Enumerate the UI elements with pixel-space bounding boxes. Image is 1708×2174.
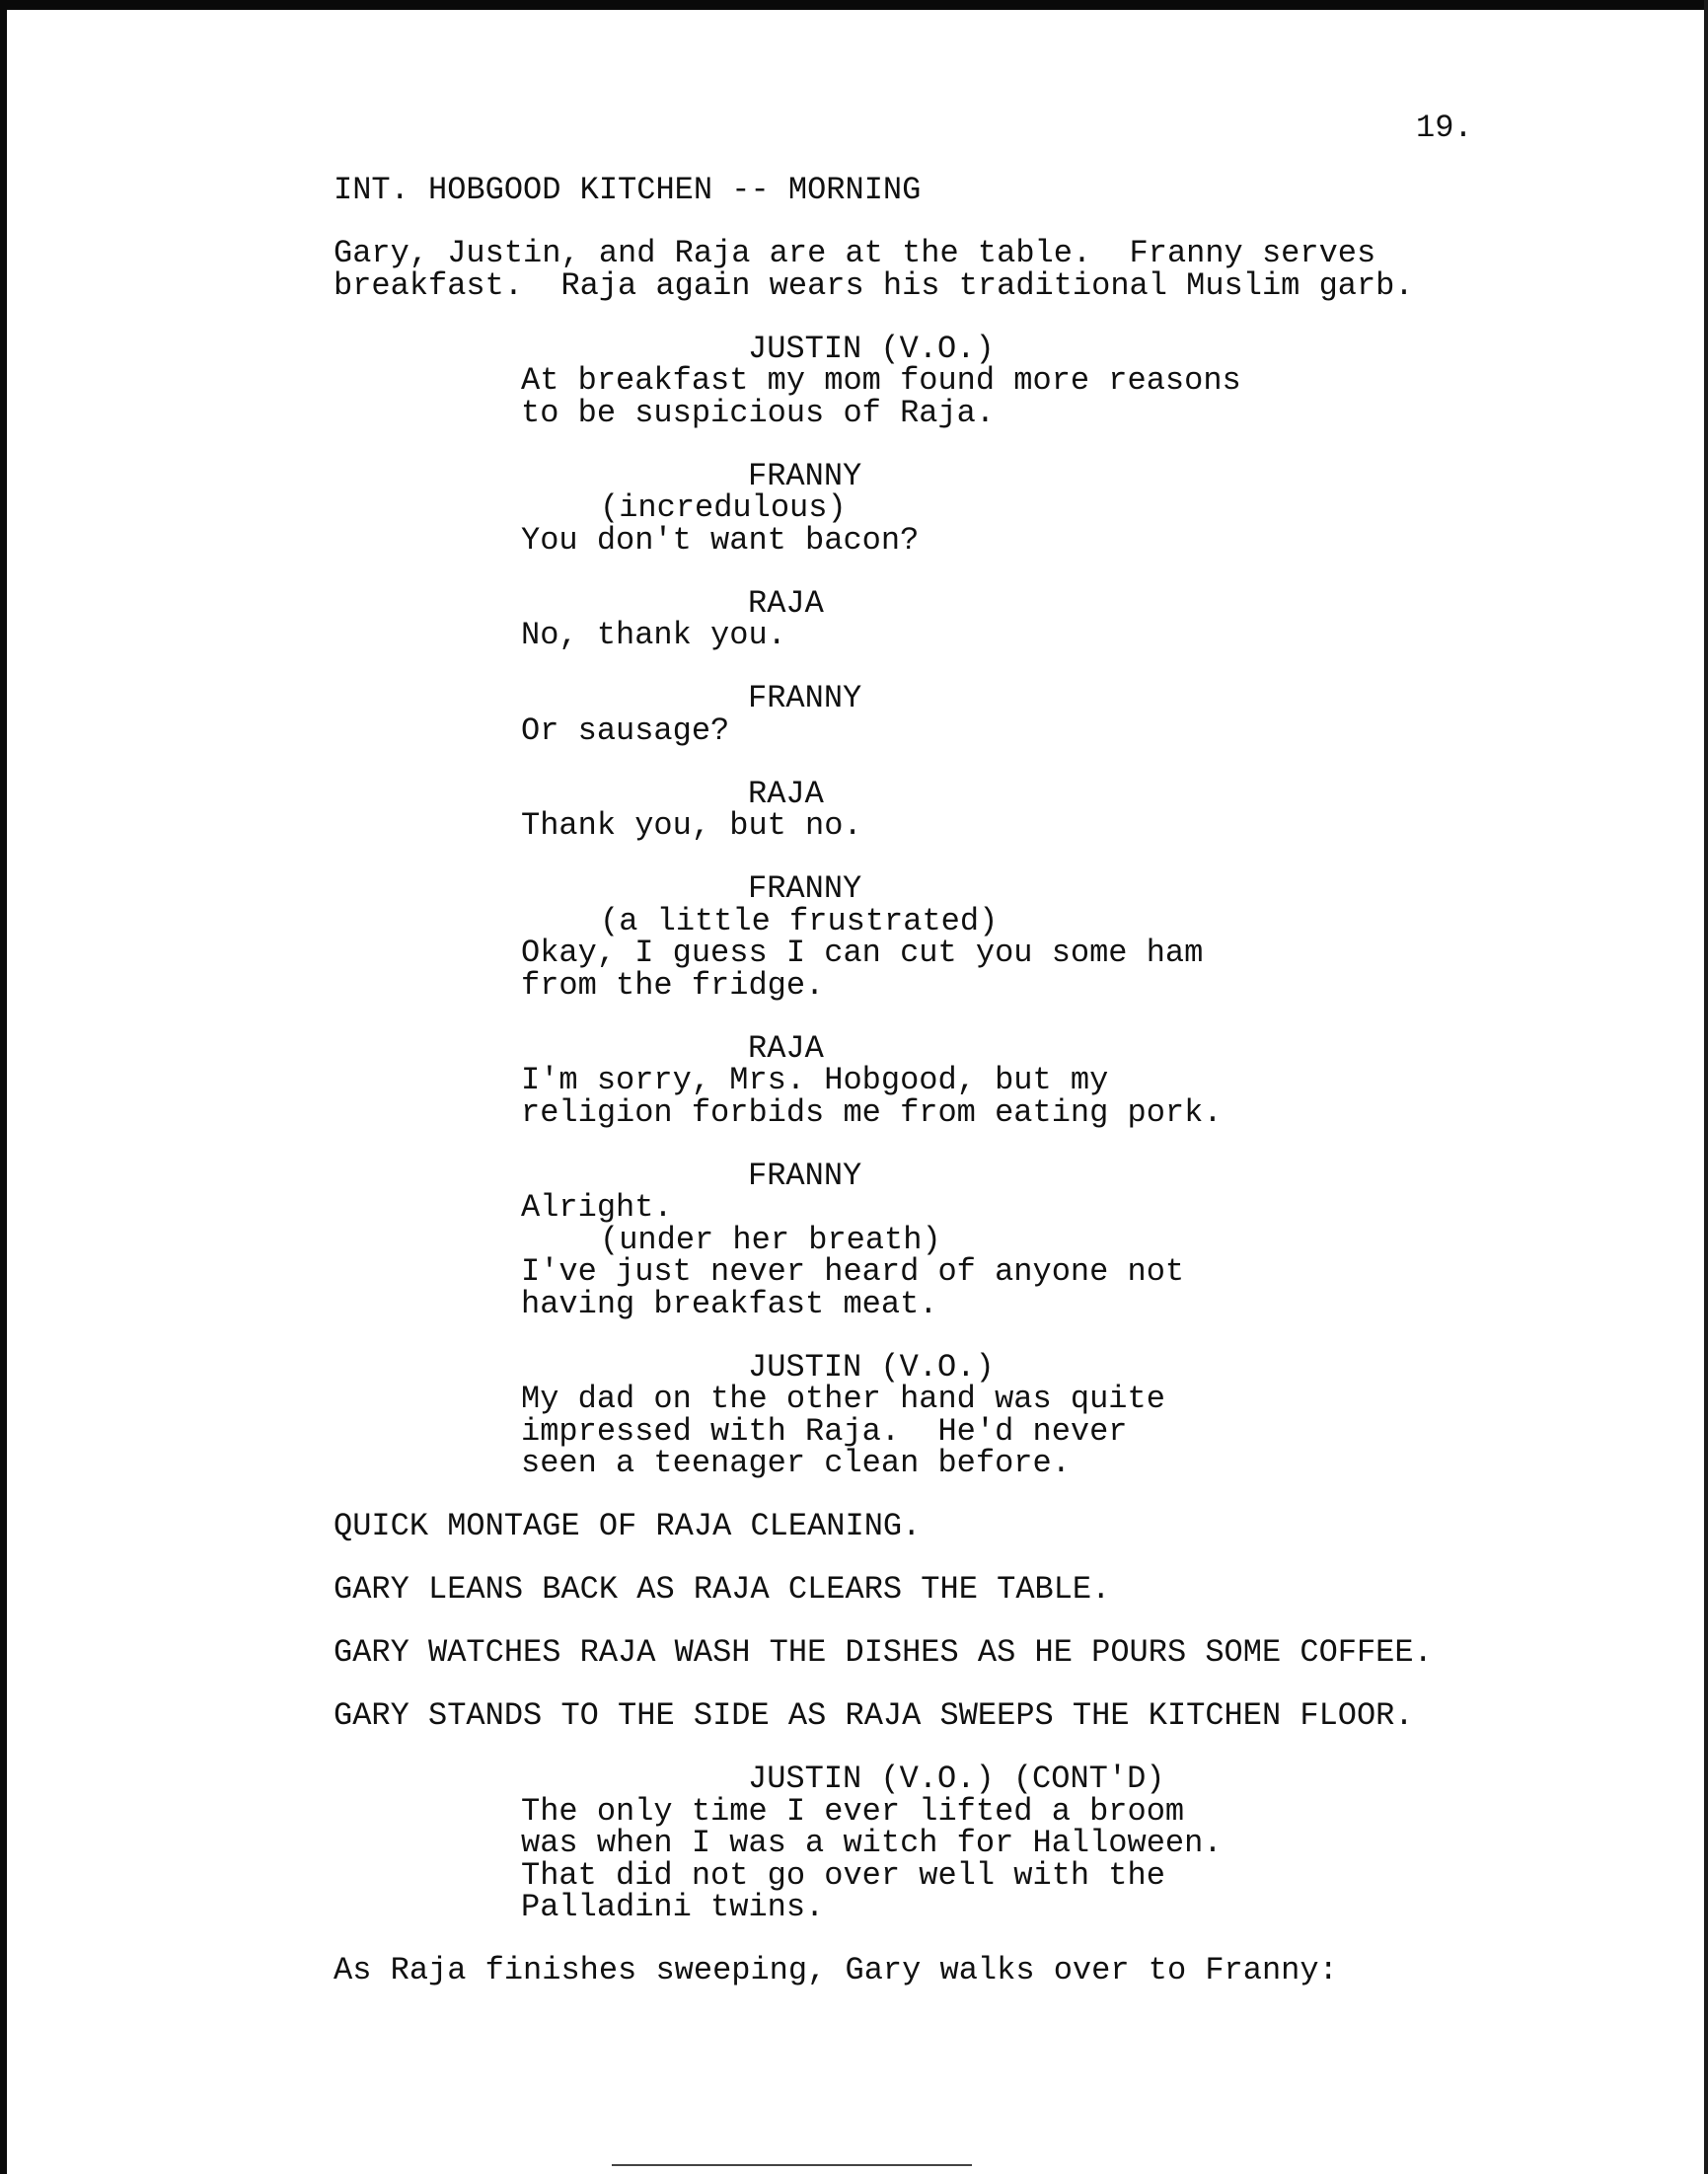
- action-line: GARY STANDS TO THE SIDE AS RAJA SWEEPS THE KITCHEN FLOOR.: [334, 1697, 1414, 1734]
- parenthetical-line: (incredulous): [600, 489, 847, 526]
- dialogue-line: religion forbids me from eating pork.: [521, 1093, 1223, 1131]
- action-line: breakfast. Raja again wears his traditional Muslim garb.: [334, 266, 1414, 304]
- dialogue-line: Thank you, but no.: [521, 807, 862, 844]
- character-name: RAJA: [748, 1029, 824, 1067]
- dialogue-line: was when I was a witch for Halloween.: [521, 1825, 1223, 1861]
- scene-heading: INT. HOBGOOD KITCHEN -- MORNING: [334, 172, 922, 208]
- dialogue-line: Or sausage?: [521, 712, 730, 749]
- character-name: RAJA: [748, 775, 824, 812]
- character-name: JUSTIN (V.O.): [748, 1348, 995, 1386]
- dialogue-line: That did not go over well with the: [521, 1856, 1165, 1894]
- dialogue-line: Palladini twins.: [521, 1889, 825, 1925]
- scan-border-left: [0, 0, 7, 2174]
- dialogue-line: Okay, I guess I can cut you some ham: [521, 935, 1204, 971]
- page-number: 19.: [1416, 110, 1473, 146]
- character-name: FRANNY: [748, 457, 862, 494]
- dialogue-line: seen a teenager clean before.: [521, 1445, 1071, 1481]
- character-name: FRANNY: [748, 870, 862, 907]
- action-line: Gary, Justin, and Raja are at the table. Franny serves: [334, 235, 1376, 271]
- dialogue-line: At breakfast my mom found more reasons: [521, 362, 1241, 399]
- action-line: QUICK MONTAGE OF RAJA CLEANING.: [334, 1508, 922, 1544]
- dialogue-line: having breakfast meat.: [521, 1285, 938, 1322]
- dialogue-line: from the fridge.: [521, 966, 825, 1004]
- dialogue-line: The only time I ever lifted a broom: [521, 1792, 1185, 1830]
- dialogue-line: impressed with Raja. He'd never: [521, 1412, 1128, 1450]
- action-line: GARY LEANS BACK AS RAJA CLEARS THE TABLE.: [334, 1571, 1111, 1608]
- character-name: FRANNY: [748, 680, 862, 716]
- action-line: As Raja finishes sweeping, Gary walks over to Franny:: [334, 1952, 1338, 1988]
- character-name: RAJA: [748, 584, 824, 622]
- dialogue-line: I'm sorry, Mrs. Hobgood, but my: [521, 1062, 1109, 1098]
- parenthetical-line: (under her breath): [600, 1221, 941, 1258]
- dialogue-line: I've just never heard of anyone not: [521, 1253, 1185, 1290]
- dialogue-line: My dad on the other hand was quite: [521, 1381, 1165, 1417]
- action-line: GARY WATCHES RAJA WASH THE DISHES AS HE POURS SOME COFFEE.: [334, 1634, 1433, 1671]
- parenthetical-line: (a little frustrated): [600, 902, 999, 939]
- bottom-rule: [612, 2164, 972, 2166]
- dialogue-line: Alright.: [521, 1189, 673, 1226]
- character-name: FRANNY: [748, 1157, 862, 1194]
- dialogue-line: No, thank you.: [521, 617, 786, 653]
- scan-border-top: [0, 0, 1708, 10]
- scan-border-right: [1704, 0, 1708, 2174]
- character-name: JUSTIN (V.O.) (CONT'D): [748, 1761, 1165, 1797]
- dialogue-line: to be suspicious of Raja.: [521, 394, 996, 431]
- dialogue-line: You don't want bacon?: [521, 521, 920, 559]
- character-name: JUSTIN (V.O.): [748, 330, 995, 367]
